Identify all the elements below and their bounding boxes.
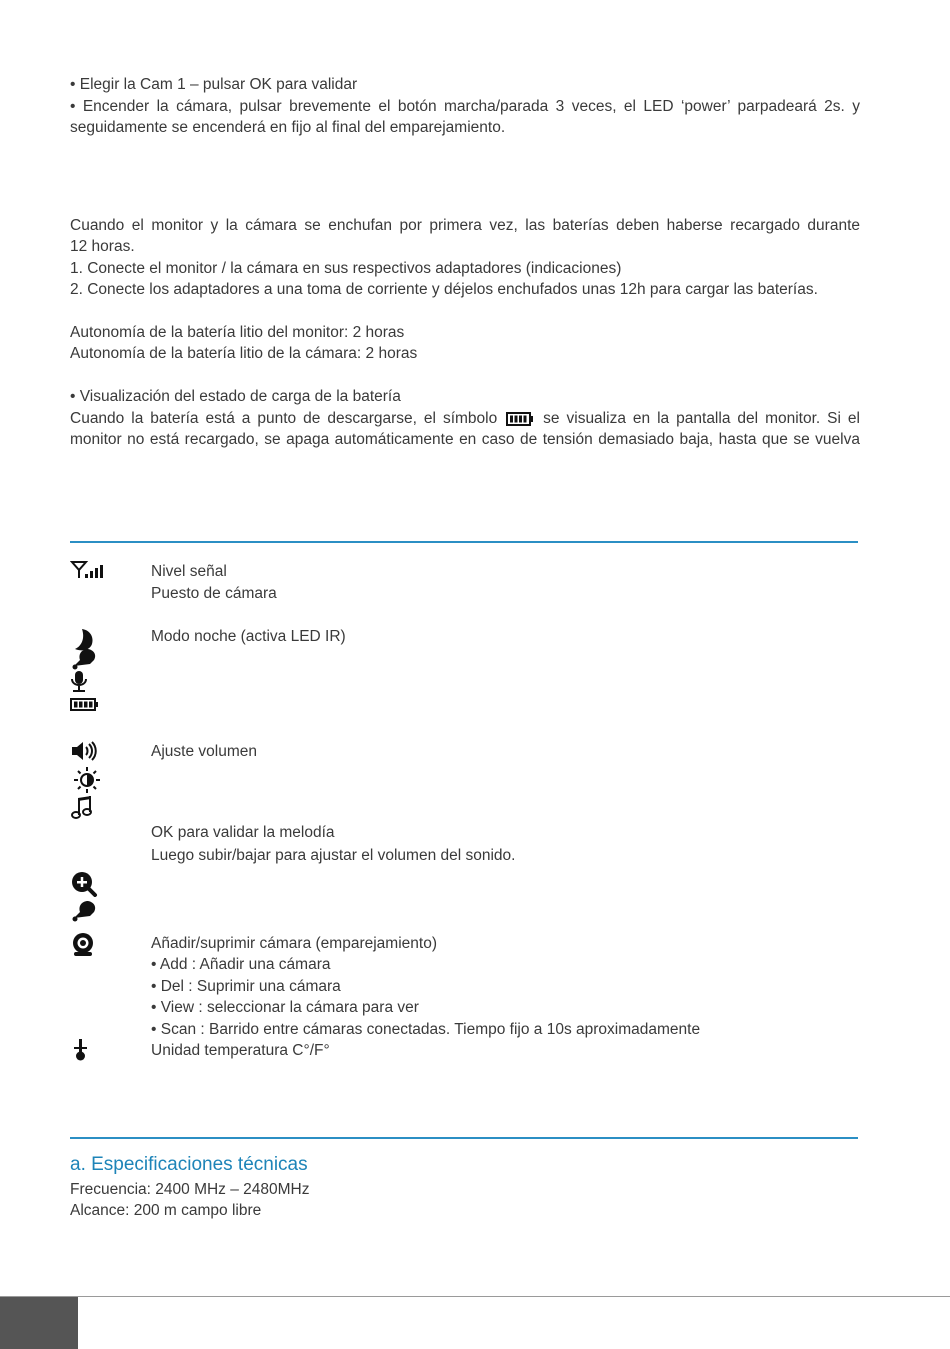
add-remove-camera-label: Añadir/suprimir cámara (emparejamiento) <box>151 935 437 952</box>
battery-intro: Cuando el monitor y la cámara se enchufan por primera vez, las baterías deben haberse recargado durante <box>70 217 860 234</box>
battery-status-title: • Visualización del estado de carga de la batería <box>70 388 401 405</box>
specs-divider <box>70 1137 858 1139</box>
thermometer-icon <box>70 1038 102 1062</box>
autonomy-camera: Autonomía de la batería litio de la cámara: 2 horas <box>70 345 418 362</box>
lullaby-bell-icon <box>70 646 102 670</box>
zoom-icon <box>70 871 102 895</box>
melody-ok-label: OK para validar la melodía <box>151 824 335 841</box>
melody-volume-label: Luego subir/bajar para ajustar el volumen del sonido. <box>151 847 516 864</box>
specs-heading: a. Especificaciones técnicas <box>70 1154 308 1175</box>
scan-cameras-label: • Scan : Barrido entre cámaras conectadas. Tiempo fijo a 10s aproximadamente <box>151 1021 701 1038</box>
section-divider <box>70 541 858 543</box>
brightness-icon <box>70 767 102 791</box>
delete-camera-label: • Del : Suprimir una cámara <box>151 978 341 995</box>
night-mode-label: Modo noche (activa LED IR) <box>151 628 346 645</box>
microphone-icon <box>70 670 102 694</box>
add-camera-label: • Add : Añadir una cámara <box>151 956 331 973</box>
volume-icon <box>70 739 102 763</box>
spec-range: Alcance: 200 m campo libre <box>70 1202 262 1219</box>
battery-status-text-continued: monitor no está recargado, se apaga automáticamente en caso de tensión demasiado baja, hasta que se vuelva <box>70 431 860 448</box>
signal-level-icon <box>70 560 102 584</box>
battery-status-text: Cuando la batería está a punto de descargarse, el símbolo se visualiza en la pantalla del monitor. Si el <box>70 408 860 433</box>
spec-frequency: Frecuencia: 2400 MHz – 2480MHz <box>70 1181 310 1198</box>
pairing-step-2-continued: seguidamente se encenderá en fijo al final del emparejamiento. <box>70 119 506 136</box>
camera-position-label: Puesto de cámara <box>151 585 277 602</box>
footer-rule <box>0 1296 950 1297</box>
melody-note-icon <box>70 795 102 819</box>
alarm-bell-icon <box>70 898 102 922</box>
view-camera-label: • View : seleccionar la cámara para ver <box>151 999 419 1016</box>
signal-level-label: Nivel señal <box>151 563 227 580</box>
pairing-step-1: • Elegir la Cam 1 – pulsar OK para validar <box>70 76 358 93</box>
autonomy-monitor: Autonomía de la batería litio del monitor: 2 horas <box>70 324 405 341</box>
page-tab-block <box>0 1297 78 1349</box>
temperature-unit-label: Unidad temperatura C°/F° <box>151 1042 330 1059</box>
battery-step-1: 1. Conecte el monitor / la cámara en sus respectivos adaptadores (indicaciones) <box>70 260 622 277</box>
battery-level-icon <box>70 696 102 720</box>
battery-intro-continued: 12 horas. <box>70 238 135 255</box>
volume-label: Ajuste volumen <box>151 743 257 760</box>
battery-step-2: 2. Conecte los adaptadores a una toma de corriente y déjelos enchufados unas 12h para cargar las baterías. <box>70 281 818 298</box>
camera-icon <box>70 932 102 956</box>
pairing-step-2: • Encender la cámara, pulsar brevemente el botón marcha/parada 3 veces, el LED ‘power’ parpadeará 2s. y <box>70 98 860 115</box>
